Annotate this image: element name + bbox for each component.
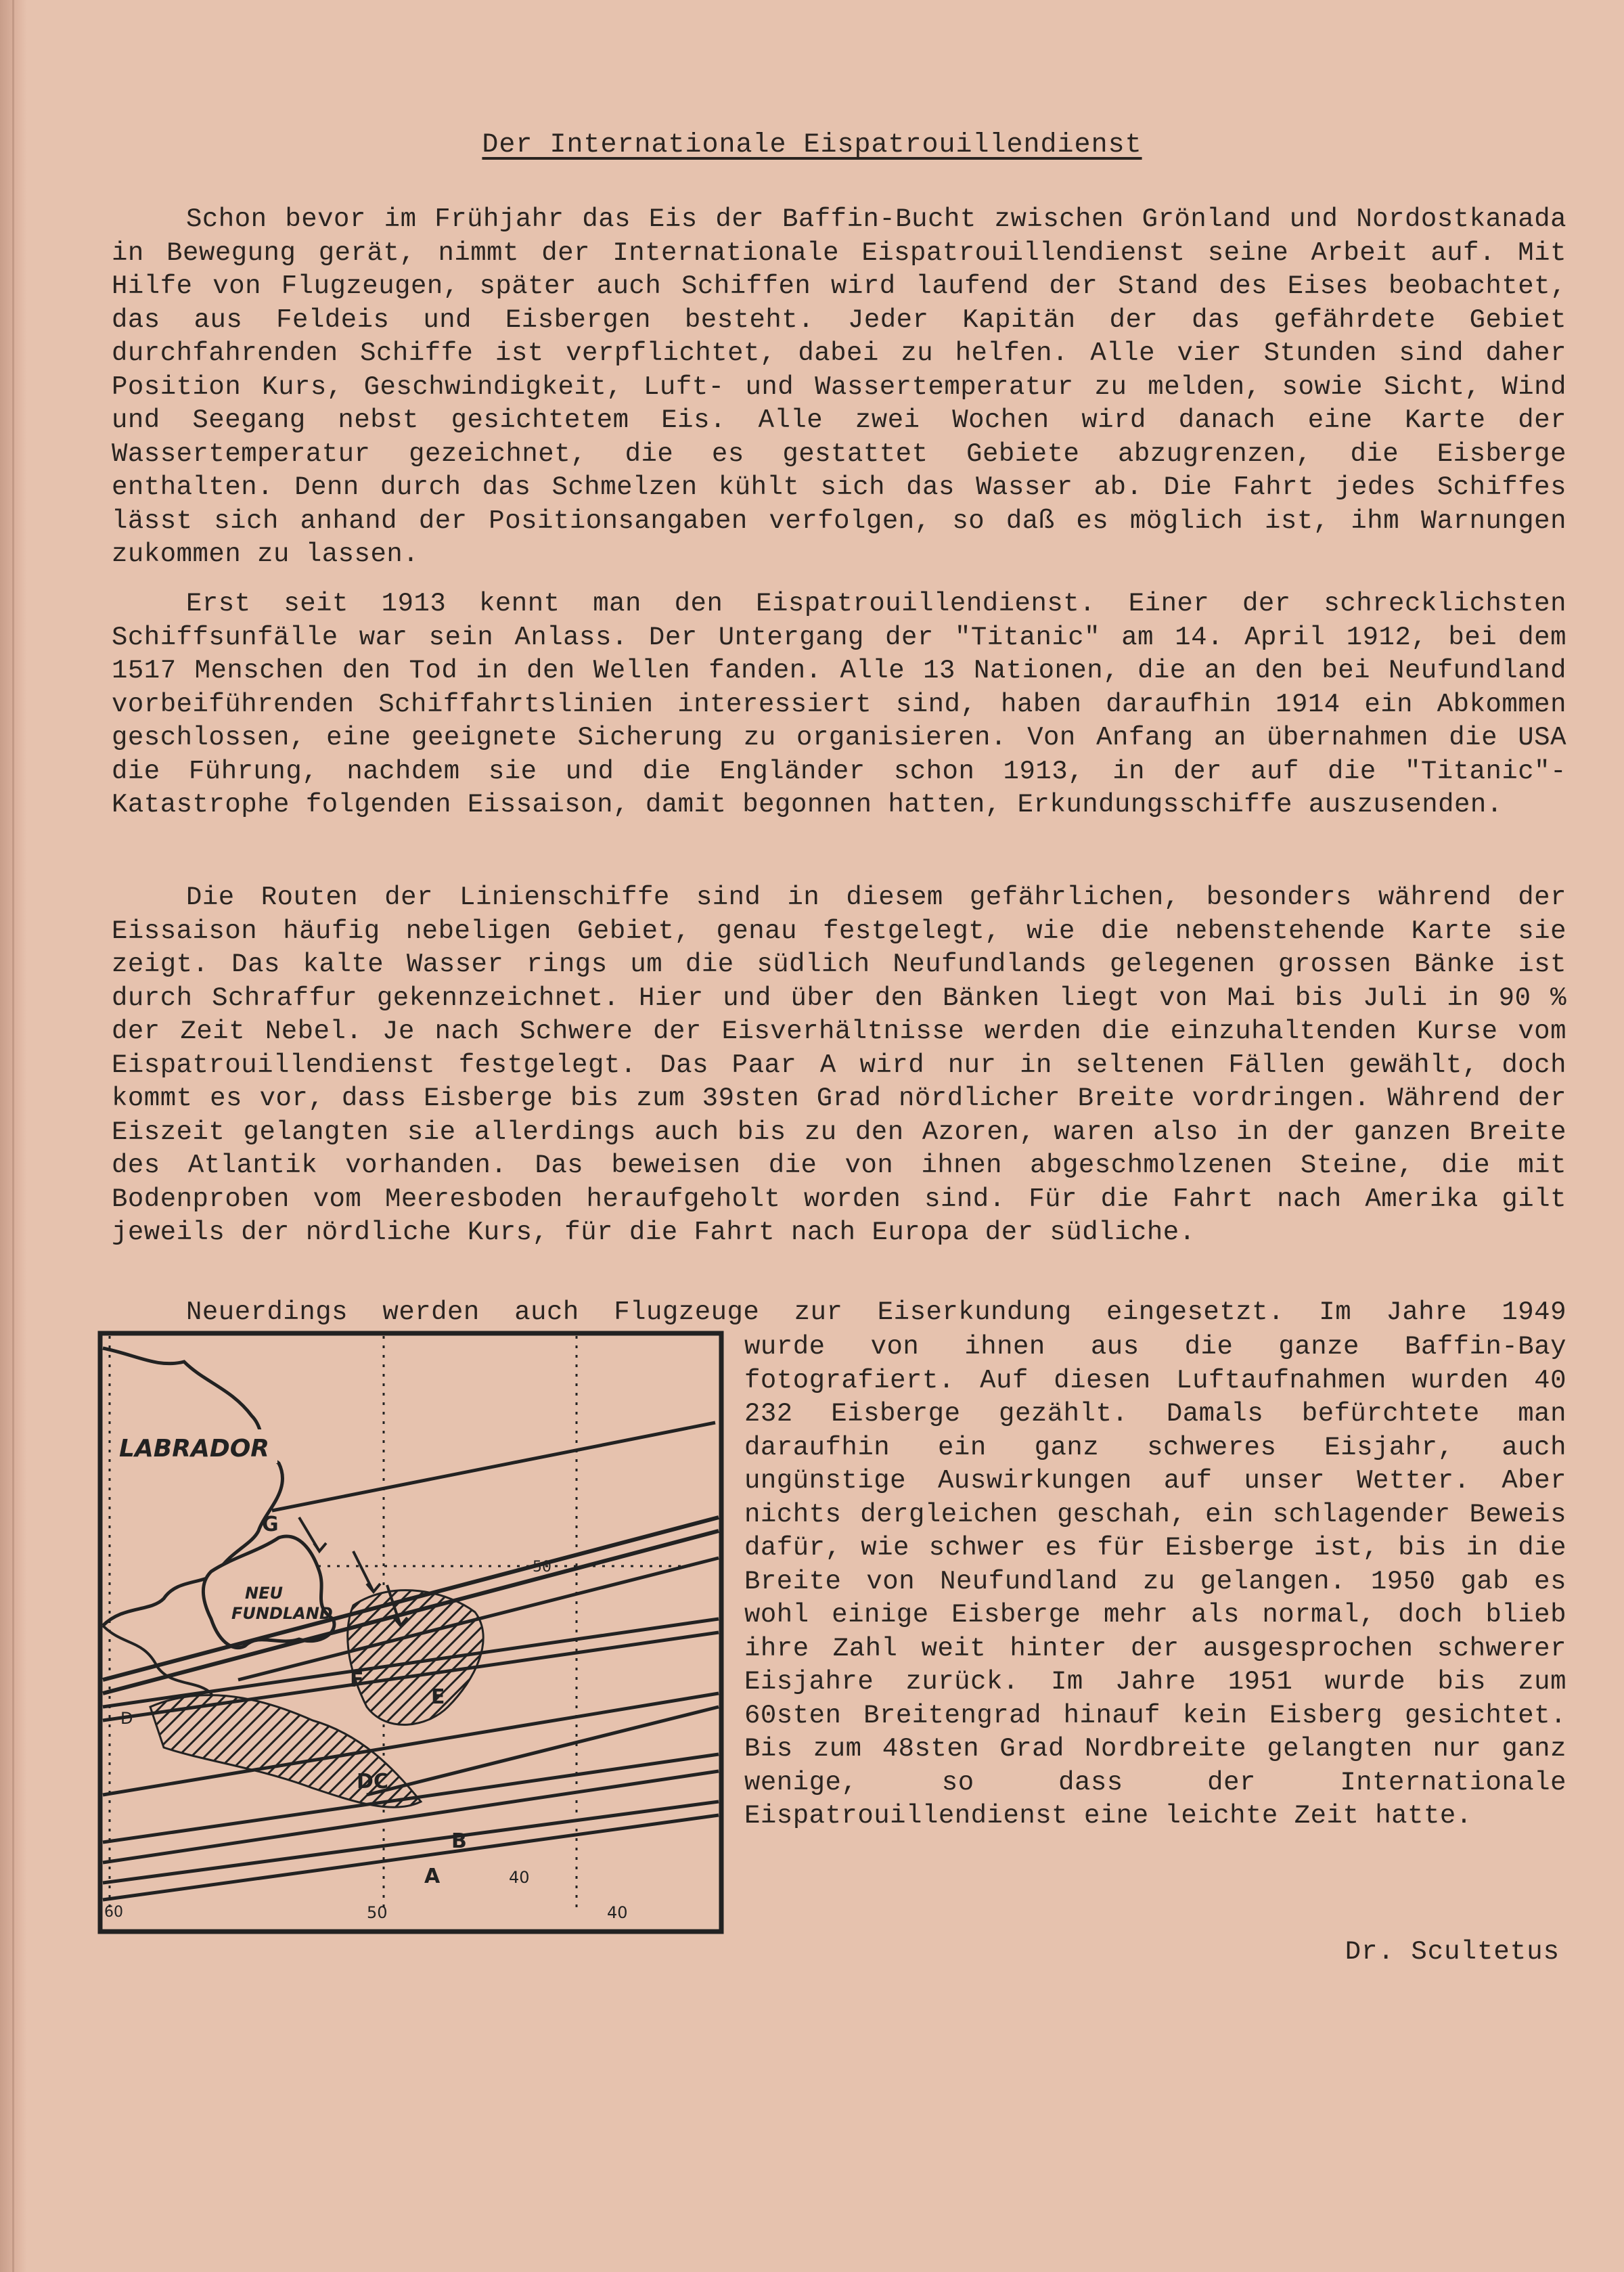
label-labrador: LABRADOR — [119, 1435, 270, 1463]
label-edge-d: D — [120, 1709, 133, 1728]
author-signature: Dr. Scultetus — [1345, 1937, 1560, 1967]
label-neu: NEU — [245, 1584, 283, 1603]
label-route-c: C — [374, 1770, 389, 1794]
label-bottom-40: 40 — [607, 1903, 628, 1922]
paragraph-3: Die Routen der Linienschiffe sind in diesem gefährlichen, besonders während der Eissaison häufig nebeligen Gebiet, genau festgelegt, wie die nebenstehende Karte sie zeigt. Das kalte Wasser rings um die südlich Neufundlands gelegenen grossen Bänke ist durch Schraffur gekennzeichnet. Hier und über den Bänken liegt von Mai bis Juli in 90 % der Zeit Nebel. Je nach Schwere der Eisverhältnisse werden die einzuhaltenden Kurse vom Eispatrouillendienst festgelegt. Das Paar A wird nur in seltenen Fällen gewählt, doch kommt es vor, dass Eisberge bis zum 39sten Grad nördlicher Breite vordringen. Während der Eiszeit gelangten sie allerdings auch bis zu den Azoren, waren also in der ganzen Breite des Atlantik vorhanden. Das beweisen die von ihnen abgeschmolzenen Steine, die mit Bodenproben vom Meeresboden heraufgeholt worden sind. Für die Fahrt nach Amerika gilt jeweils der nördliche Kurs, für die Fahrt nach Europa der südliche. — [112, 883, 1566, 1247]
label-route-a: A — [424, 1865, 441, 1888]
shipping-routes-map — [96, 1328, 725, 1937]
label-bottom-50: 50 — [367, 1903, 388, 1922]
paragraph-4-rest: wurde von ihnen aus die ganze Baffin-Bay fotografiert. Auf diesen Luftaufnahmen wurden 40 232 Eisberge gezählt. Damals befürchtete man daraufhin ein ganz schweres Eisjahr, auch ungünstige Auswirkungen auf unser Wetter. Aber nichts dergleichen geschah, ein schlagender Beweis dafür, wie schwer es für Eisberge ist, bis in die Breite von Neufundland zu gelangen. 1950 gab es wohl einige Eisberge mehr als normal, doch blieb ihre Zahl weit hinter der ausgesprochen schwerer Eisjahre zurück. Im Jahre 1951 wurde bis zum 60sten Breitengrad hinauf kein Eisberg gesichtet. Bis zum 48sten Grad Nordbreite gelangten nur ganz wenige, so dass der Internationale Eispatrouillendienst eine leichte Zeit hatte. — [744, 1332, 1566, 1831]
label-lon-40-mid: 40 — [509, 1868, 530, 1887]
label-route-d: D — [357, 1770, 374, 1794]
label-bottom-60: 60 — [104, 1904, 123, 1921]
label-route-f: F — [350, 1668, 364, 1692]
paragraph-4-first-line: Neuerdings werden auch Flugzeuge zur Eiserkundung eingesetzt. Im Jahre 1949 — [186, 1297, 1566, 1327]
page-title: Der Internationale Eispatrouillendienst — [482, 130, 1142, 160]
paragraph-1: Schon bevor im Frühjahr das Eis der Baffin-Bucht zwischen Grönland und Nordostkanada in Bewegung gerät, nimmt der Internationale Eispatrouillendienst seine Arbeit auf. Mit Hilfe von Flugzeugen, später auch Schiffen wird laufend der Stand des Eises beobachtet, das aus Feldeis und Eisbergen besteht. Jeder Kapitän der das gefährdete Gebiet durchfahrenden Schiffe ist verpflichtet, dabei zu helfen. Alle vier Stunden sind daher Position Kurs, Geschwindigkeit, Luft- und Wassertemperatur zu melden, sowie Sicht, Wind und Seegang nebst gesichtetem Eis. Alle zwei Wochen wird danach eine Karte der Wassertemperatur gezeichnet, die es gestattet Gebiete abzugrenzen, die Eisberge enthalten. Denn durch das Schmelzen kühlt sich das Wasser ab. Die Fahrt jedes Schiffes lässt sich anhand der Positionsangaben verfolgen, so daß es möglich ist, ihm Warnungen zukommen zu lassen. — [112, 204, 1566, 569]
label-lat-50: 50 — [533, 1559, 551, 1576]
label-route-b: B — [451, 1829, 467, 1853]
label-fundland: FUNDLAND — [231, 1604, 333, 1623]
label-route-g: G — [262, 1513, 279, 1536]
paragraph-2: Erst seit 1913 kennt man den Eispatrouillendienst. Einer der schrecklichsten Schiffsunfälle war sein Anlass. Der Untergang der "Titanic" am 14. April 1912, bei dem 1517 Menschen den Tod in den Wellen fanden. Alle 13 Nationen, die an den bei Neufundland vorbeiführenden Schiffahrtslinien interessiert sind, haben daraufhin 1914 ein Abkommen geschlossen, eine geeignete Sicherung zu organisieren. Von Anfang an übernahmen die USA die Führung, nachdem sie und die Engländer schon 1913, in der auf die "Titanic"-Katastrophe folgenden Eissaison, damit begonnen hatten, Erkundungsschiffe auszusenden. — [112, 589, 1566, 820]
page-fold — [12, 0, 14, 2272]
label-route-e: E — [431, 1685, 445, 1709]
